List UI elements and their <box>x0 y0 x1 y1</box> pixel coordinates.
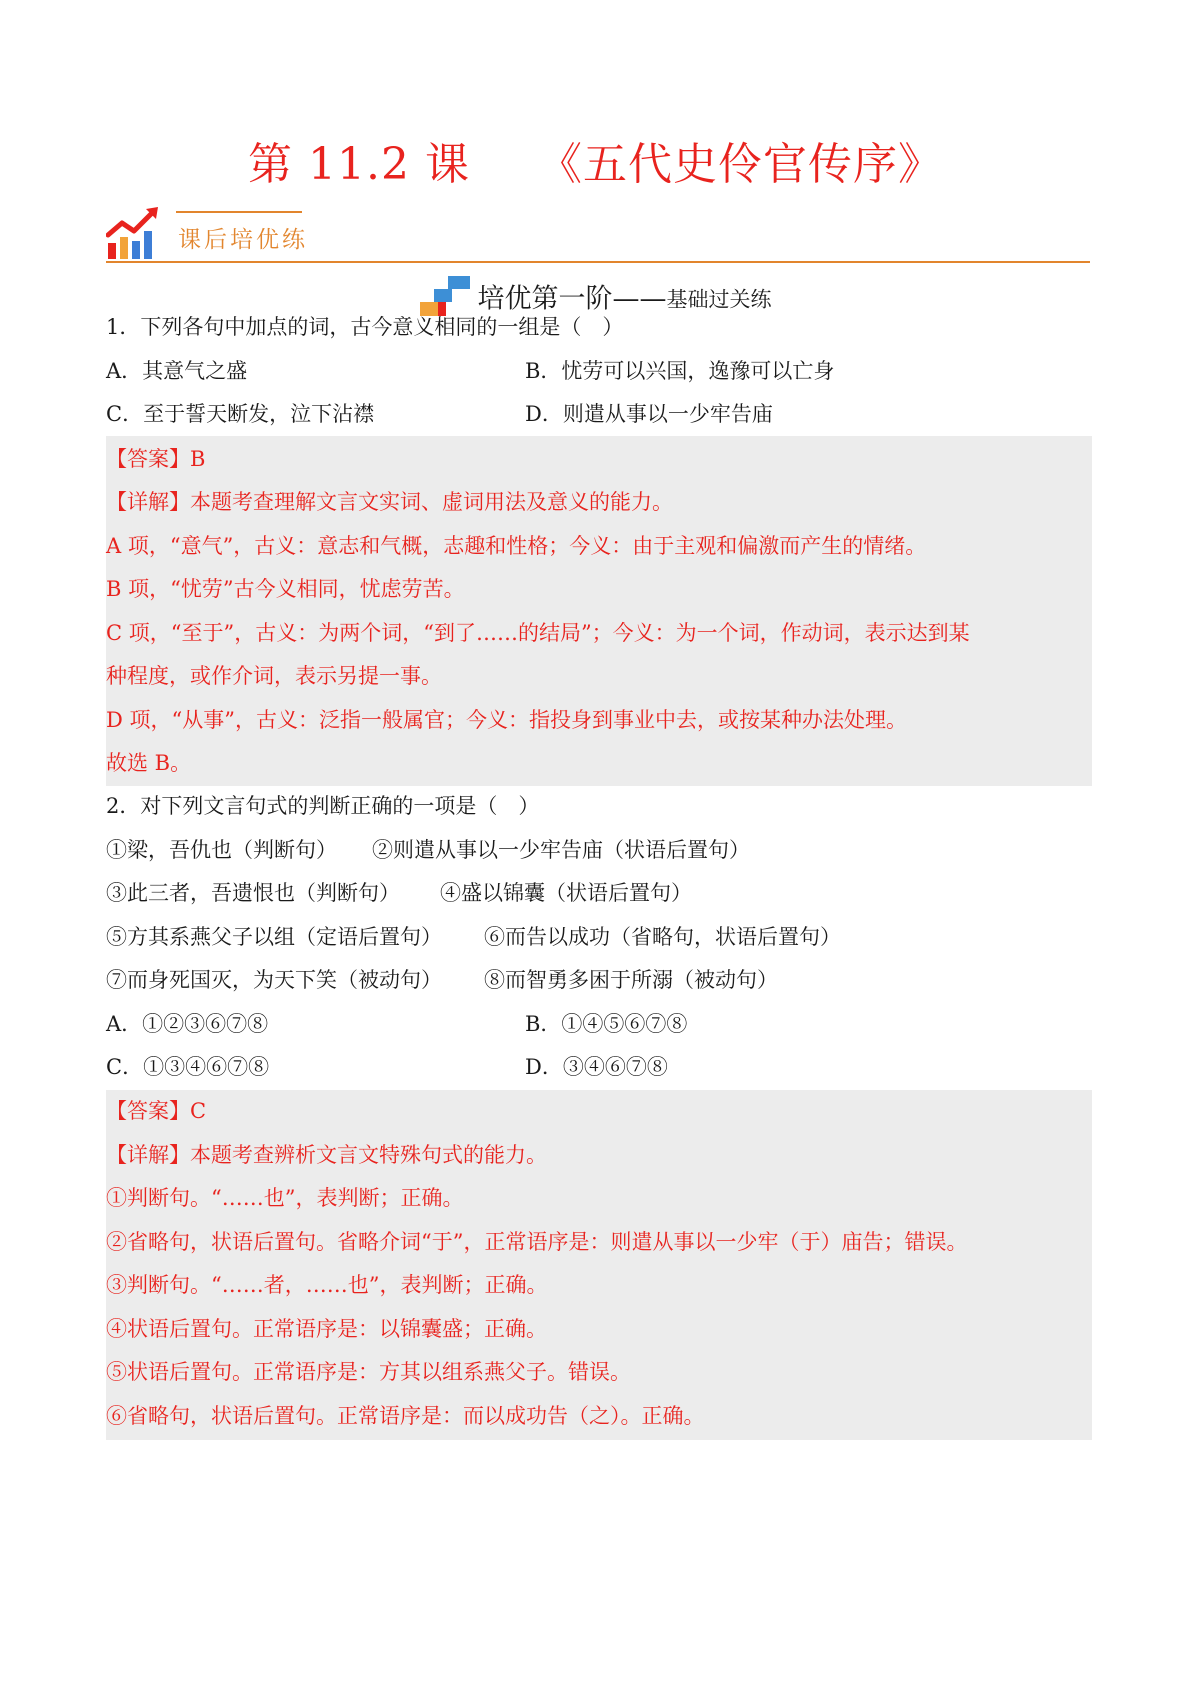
q1-explain-line: 【详解】本题考查理解文言文实词、虚词用法及意义的能力。 <box>106 490 673 514</box>
stage-heading <box>0 276 1191 316</box>
q2-explain-line: 【详解】本题考查辨析文言文特殊句式的能力。 <box>106 1143 547 1167</box>
q1-option-c: C．至于誓天断发，泣下沾襟 <box>106 402 375 426</box>
q1-explain-line: C 项，“至于”，古义：为两个词，“到了……的结局”；今义：为一个词，作动词，表示达到某 <box>106 621 970 645</box>
banner-label: 课后培优练 <box>178 227 308 253</box>
q2-item: ⑧而智勇多困于所溺（被动句） <box>484 968 778 992</box>
q2-answer: 【答案】C <box>106 1099 207 1123</box>
q2-item: ⑥而告以成功（省略句，状语后置句） <box>484 925 841 949</box>
q1-option-d: D．则遣从事以一少牢告庙 <box>525 402 773 426</box>
q2-item: ③此三者，吾遗恨也（判断句） <box>106 881 400 905</box>
q2-explain-line: ⑤状语后置句。正常语序是：方其以组系燕父子。错误。 <box>106 1360 631 1384</box>
q1-explain-line: A 项，“意气”，古义：意志和气概，志趣和性格；今义：由于主观和偏激而产生的情绪。 <box>106 534 927 558</box>
q1-explain-line: 故选 B。 <box>106 751 192 775</box>
q1-answer: 【答案】B <box>106 447 206 471</box>
page-title: 第 11.2 课 《五代史伶官传序》 <box>248 139 943 190</box>
q2-item: ⑤方其系燕父子以组（定语后置句） <box>106 925 442 949</box>
section-banner <box>106 205 1090 267</box>
q2-stem: 2．对下列文言句式的判断正确的一项是（ ） <box>106 794 540 818</box>
q2-item: ⑦而身死国灭，为天下笑（被动句） <box>106 968 442 992</box>
stage-sub-label: 基础过关练 <box>666 287 772 312</box>
q2-item: ①梁，吾仇也（判断句） <box>106 838 337 862</box>
q1-option-a: A．其意气之盛 <box>106 359 248 383</box>
q2-explain-line: ①判断句。“……也”，表判断；正确。 <box>106 1186 464 1210</box>
q2-explain-line: ③判断句。“……者，……也”，表判断；正确。 <box>106 1273 548 1297</box>
growth-chart-icon <box>106 205 162 261</box>
q2-option-b: B．①④⑤⑥⑦⑧ <box>525 1012 688 1036</box>
q2-option-d: D．③④⑥⑦⑧ <box>525 1055 668 1079</box>
q2-explain-line: ⑥省略句，状语后置句。正常语序是：而以成功告（之）。正确。 <box>106 1404 705 1428</box>
q1-explain-line: 种程度，或作介词，表示另提一事。 <box>106 664 442 688</box>
q2-item: ④盛以锦囊（状语后置句） <box>440 881 692 905</box>
q2-explain-line: ②省略句，状语后置句。省略介词“于”，正常语序是：则遣从事以一少牢（于）庙告；错误。 <box>106 1230 968 1254</box>
q1-explain-line: D 项，“从事”，古义：泛指一般属官；今义：指投身到事业中去，或按某种办法处理。 <box>106 708 907 732</box>
q2-option-a: A．①②③⑥⑦⑧ <box>106 1012 269 1036</box>
banner-top-rule <box>176 211 302 213</box>
stage-main-label: 培优第一阶—— <box>477 283 667 315</box>
q2-option-c: C．①③④⑥⑦⑧ <box>106 1055 270 1079</box>
q2-item: ②则遣从事以一少牢告庙（状语后置句） <box>372 838 750 862</box>
q2-explain-line: ④状语后置句。正常语序是：以锦囊盛；正确。 <box>106 1317 547 1341</box>
stairs-icon <box>420 276 472 316</box>
q1-option-b: B．忧劳可以兴国，逸豫可以亡身 <box>525 359 835 383</box>
q1-explain-line: B 项，“忧劳”古今义相同，忧虑劳苦。 <box>106 577 465 601</box>
q1-stem: 1．下列各句中加点的词，古今意义相同的一组是（ ） <box>106 315 624 339</box>
banner-divider <box>106 261 1090 263</box>
